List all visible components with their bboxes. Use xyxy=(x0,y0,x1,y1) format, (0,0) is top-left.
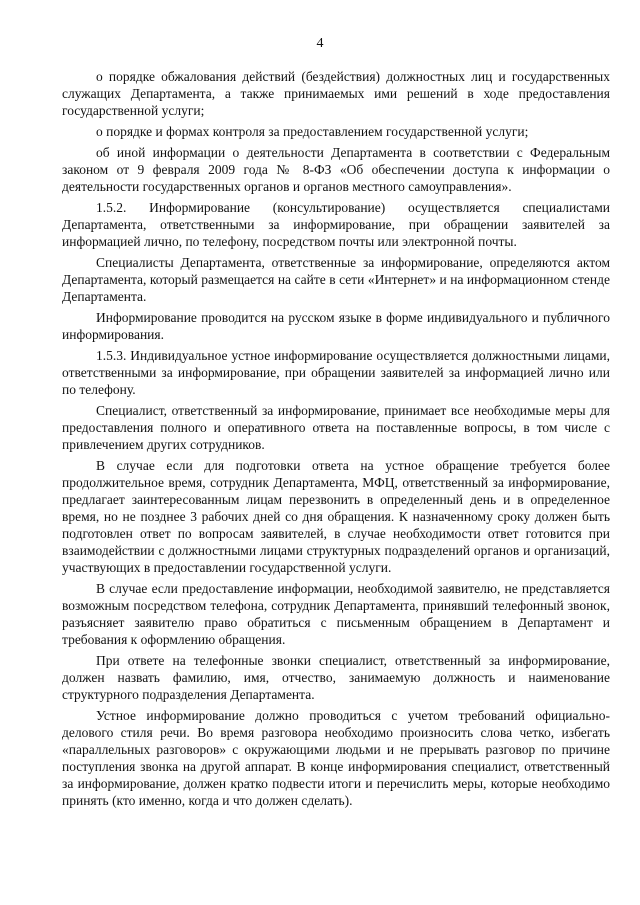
paragraph-phone-impossible: В случае если предоставление информации, необходимой заявителю, не представляется возможным посредством телефона, сотрудник Департамента, принявший телефонный звонок, разъясняет заявителю право обратиться с письменным обращением в Департамент и требования к оформлению обращения. xyxy=(62,581,610,647)
paragraph-appeal-procedure: о порядке обжалования действий (бездействия) должностных лиц и государственных служащих Департамента, а также принимаемых ими решений в ходе предоставления государственной услуги; xyxy=(62,69,610,118)
paragraph-1-5-3: 1.5.3. Индивидуальное устное информирование осуществляется должностными лицами, ответственными за информирование, при обращении заявителей за информацией лично или по телефону. xyxy=(62,348,610,397)
paragraph-longer-preparation: В случае если для подготовки ответа на устное обращение требуется более продолжительное время, сотрудник Департамента, МФЦ, ответственный за информирование, предлагает заинтересованным лицам перезвонить в определенный день и в определенное время, но не позднее 3 рабочих дней со дня обращения. К назначенному сроку должен быть подготовлен ответ по вопросам заявителей, в случае необходимости ответ готовится при взаимодействии с должностными лицами структурных подразделений органов и организаций, участвующих в предоставлении государственной услуги. xyxy=(62,458,610,575)
page-number: 4 xyxy=(316,36,324,51)
paragraph-specialists-defined: Специалисты Департамента, ответственные за информирование, определяются актом Департамента, который размещается на сайте в сети «Интернет» и на информационном стенде Департамента. xyxy=(62,255,610,304)
paragraph-1-5-2: 1.5.2. Информирование (консультирование) осуществляется специалистами Департамента, ответственными за информирование, при обращении заявителей за информацией лично, по телефону, посредством почты или электронной почты. xyxy=(62,200,610,249)
paragraph-phone-answer: При ответе на телефонные звонки специалист, ответственный за информирование, должен назвать фамилию, имя, отчество, занимаемую должность и наименование структурного подразделения Департамента. xyxy=(62,653,610,702)
paragraph-specialist-measures: Специалист, ответственный за информирование, принимает все необходимые меры для предоставления полного и оперативного ответа на поставленные вопросы, в том числе с привлечением других сотрудников. xyxy=(62,403,610,452)
paragraph-control-procedure: о порядке и формах контроля за предоставлением государственной услуги; xyxy=(96,124,529,139)
paragraph-language: Информирование проводится на русском языке в форме индивидуального и публичного информирования. xyxy=(62,310,610,342)
paragraph-other-information: об иной информации о деятельности Департамента в соответствии с Федеральным законом от 9 февраля 2009 года № 8-ФЗ «Об обеспечении доступа к информации о деятельности государственных органов и органов местного самоуправления». xyxy=(62,145,610,194)
document-body xyxy=(62,68,610,813)
paragraph-oral-style: Устное информирование должно проводиться с учетом требований официально-делового стиля речи. Во время разговора необходимо произносить слова четко, избегать «параллельных разговоров» с окружающими людьми и не прерывать разговор по причине поступления звонка на другой аппарат. В конце информирования специалист, ответственный за информирование, должен кратко подвести итоги и перечислить меры, которые необходимо принять (кто именно, когда и что должен сделать). xyxy=(62,708,610,808)
